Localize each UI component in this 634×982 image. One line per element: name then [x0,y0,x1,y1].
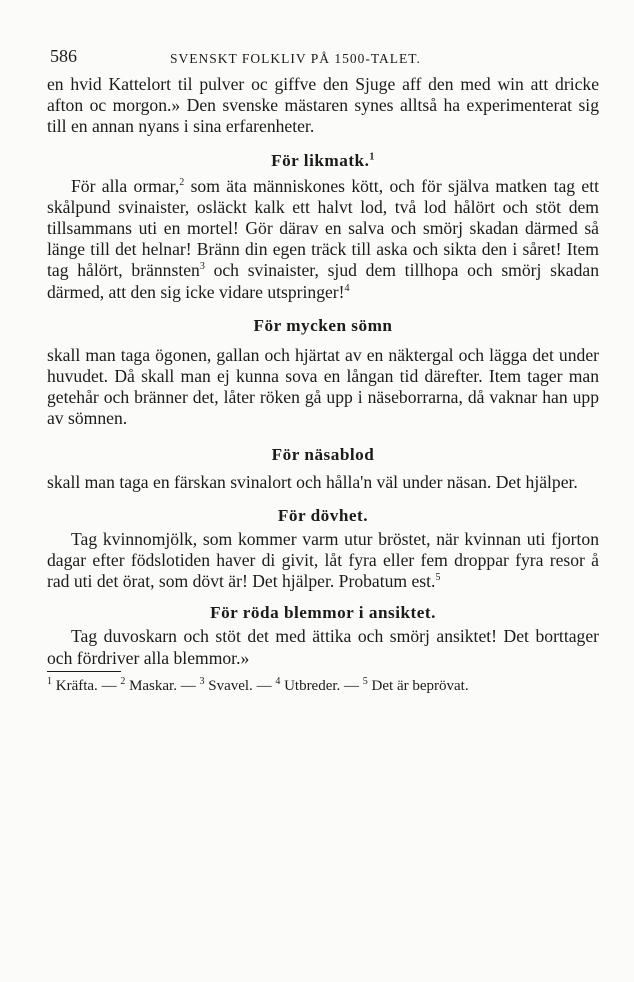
section-body-dovhet [47,529,599,593]
footnote-ref: 3 [199,261,205,273]
section-heading-dovhet: För dövhet. [277,505,369,525]
footnote-mark: 4 [275,675,281,687]
body-text: och svinaister, sjud dem tillhopa och smörj skadan därmed, att den sig icke vidare utspringer! [47,260,599,302]
heading-text: För likmatk. [271,150,370,170]
footnote-mark: 3 [199,675,205,687]
intro-paragraph: en hvid Kattelort til pulver oc giffve den Sjuge aff den med win att dricke afton oc morgon.» Den svenske mästaren synes alltså ha experimenterat sig till en annan nyans i sina erfarenheter. [47,74,599,137]
footnote-text: Svavel. [208,677,253,694]
section-body-likmatk [47,176,599,303]
page-header [47,40,599,74]
footnote-text: Utbreder. [284,677,341,694]
footnote-text: Kräfta. [55,677,98,694]
section-body-nasablod: skall man taga en färskan svinalort och hålla'n väl under näsan. Det hjälper. [47,471,578,492]
footnote-ref: 4 [344,282,350,294]
section-body-blemmor: Tag duvoskarn och stöt det med ättika och smörj ansiktet! Det borttager och fördriver alla blemmor.» [47,626,599,668]
book-page [47,40,599,695]
footnote-divider [47,671,121,672]
footnote-text: Maskar. [129,677,177,694]
page-number: 586 [50,46,77,66]
footnote-ref: 5 [435,572,441,584]
section-heading-blemmor: För röda blemmor i ansiktet. [210,603,436,623]
section-body-somn: skall man taga ögonen, gallan och hjärtat av en näktergal och lägga det under huvudet. Då skall man ej kunna sova en långan tid därefter. Item tager man getehår och bränner det, låter röken gå upp i näseborrarna, då vaknar han upp av sömnen. [47,344,599,429]
section-heading-likmatk [47,150,599,172]
footnote-text: Det är beprövat. [371,677,469,694]
section-heading-somn: För mycken sömn [253,315,393,335]
footnote-mark: 2 [120,675,126,687]
footnote-ref: 2 [179,176,185,188]
body-text: För alla ormar, [71,175,180,196]
body-text: Tag kvinnomjölk, som kommer varm utur bröstet, när kvinnan uti fjorton dagar efter födslotiden haver di givit, låt fyra eller fem droppar fyra resor å rad uti det örat, som dövt är! Det hjälper. Probatum est. [47,528,599,592]
footnote-mark: 5 [362,675,368,687]
running-title: SVENSKT FOLKLIV PÅ 1500-TALET. [170,51,421,66]
footnote-ref: 1 [369,150,375,162]
footnote-mark: 1 [47,675,52,687]
footnotes: $^1$ Kräfta. — $^2$ Maskar. — $^3$ Svavel. — $^4$ Utbreder. — $^5$ Det är beprövat. [47,675,469,694]
body-text: som äta människones kött, och för själva matken tag ett skålpund svinaister, osläckt kalk ett halvt lod, två lod hålört och stöt dem tillsammans uti en mortel! Gör därav en salva och smörj skadan därmed så länge till det helnar! Bränn din egen träck till aska och sikta den i såret! Item tag hålört, brännsten [47,175,599,281]
section-heading-nasablod: För näsablod [271,444,375,464]
